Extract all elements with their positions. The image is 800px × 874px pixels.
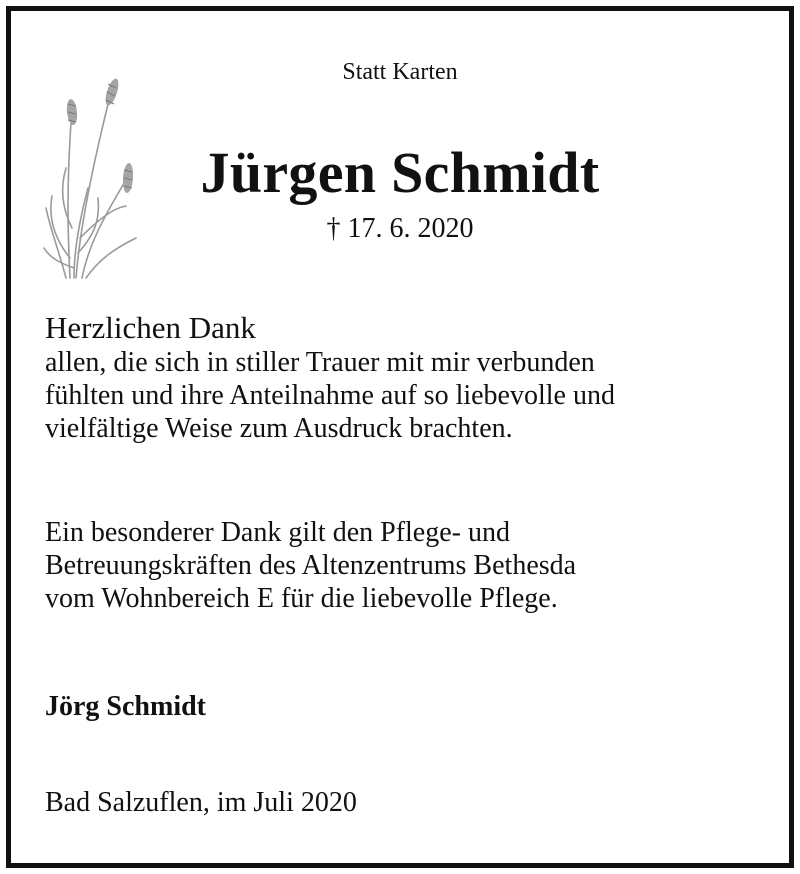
place-date: Bad Salzuflen, im Juli 2020 (45, 787, 357, 818)
thanks-paragraph (45, 346, 765, 445)
special-thanks-line: vom Wohnbereich E für die liebevolle Pflege. (45, 583, 558, 614)
thanks-heading: Herzlichen Dank (45, 310, 256, 345)
thanks-line: fühlten und ihre Anteilnahme auf so liebevolle und (45, 380, 615, 411)
deceased-name: Jürgen Schmidt (200, 140, 600, 205)
special-thanks-line: Ein besonderer Dank gilt den Pflege- und (45, 517, 510, 548)
thanks-line: allen, die sich in stiller Trauer mit mir verbunden (45, 347, 595, 378)
special-thanks-line: Betreuungskräften des Altenzentrums Bethesda (45, 550, 577, 581)
thanks-line: vielfältige Weise zum Ausdruck brachten. (45, 413, 513, 444)
header-note: Statt Karten (342, 59, 458, 85)
signature: Jörg Schmidt (45, 691, 206, 722)
death-date: † 17. 6. 2020 (326, 213, 474, 244)
special-thanks-paragraph (45, 516, 765, 615)
